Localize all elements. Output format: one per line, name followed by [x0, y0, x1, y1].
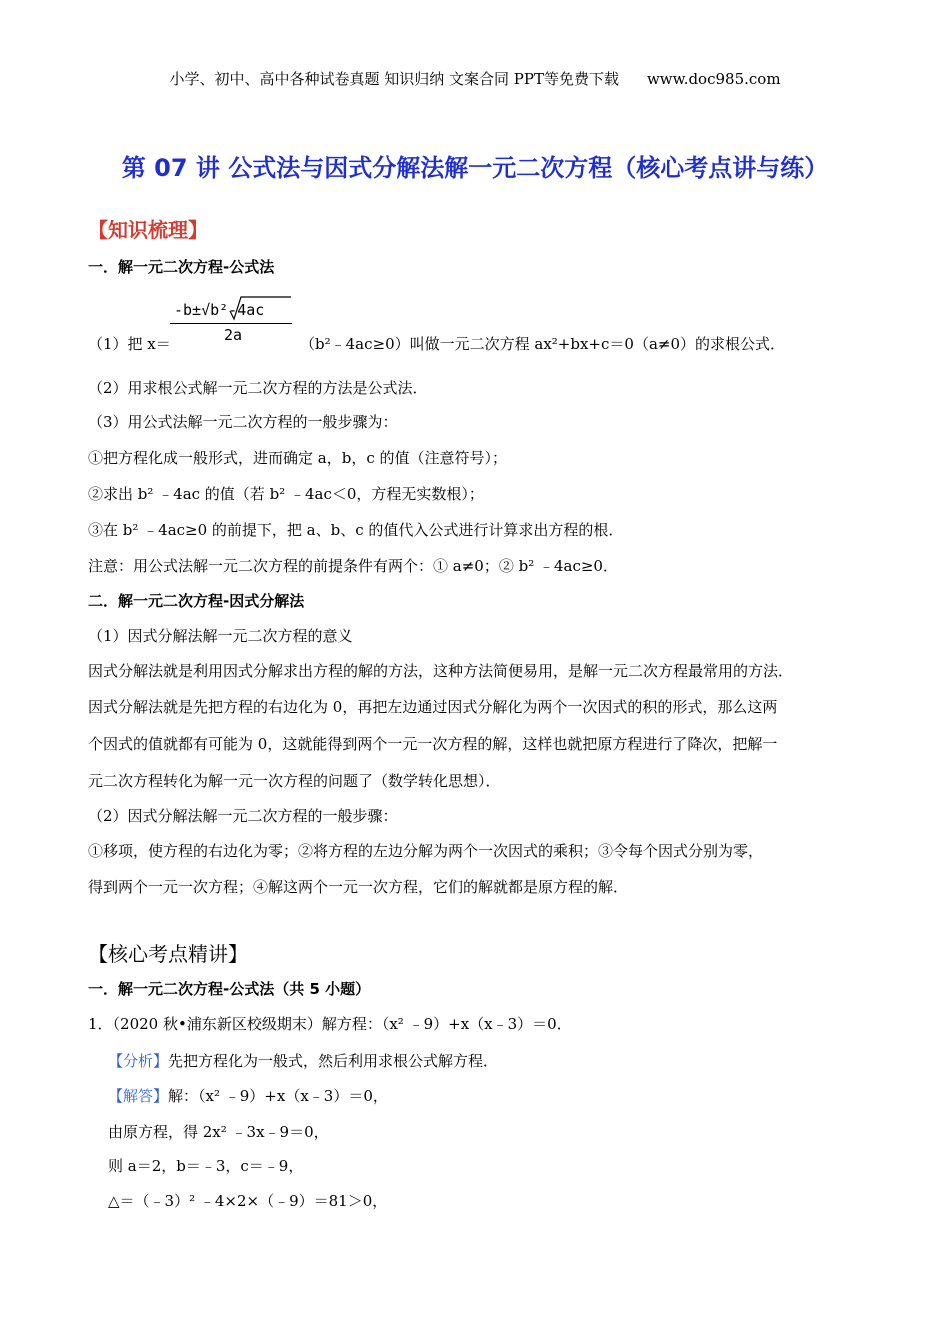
p1-prefix: （1）把 x＝	[88, 335, 171, 353]
knowledge-heading: 【知识梳理】	[88, 218, 208, 242]
analysis-tag: 【分析】	[108, 1052, 169, 1070]
header-site[interactable]: www.doc985.com	[646, 70, 781, 88]
fraction-bar	[170, 323, 292, 324]
answer-text: 解：（x² ﹣9）+x（x﹣3）＝0，	[168, 1087, 388, 1105]
answer-line-2: 由原方程，得 2x² ﹣3x﹣9＝0，	[108, 1123, 329, 1141]
formula-numerator: -b±√b²-4ac	[174, 301, 265, 319]
document-title: 第 07 讲 公式法与因式分解法解一元二次方程（核心考点讲与练）	[121, 154, 829, 182]
f2: 因式分解法就是利用因式分解求出方程的解的方法，这种方法简便易用，是解一元二次方程最常用的方法．	[88, 662, 794, 680]
f5: 元二次方程转化为解一元一次方程的问题了（数学转化思想）．	[88, 772, 501, 790]
page-header	[0, 68, 950, 89]
section2-title: 二．解一元二次方程-因式分解法	[88, 592, 305, 610]
formula-denominator: 2a	[224, 326, 243, 344]
answer-line-3: 则 a＝2，b＝﹣3，c＝﹣9，	[108, 1157, 304, 1175]
answer-line-4: △＝（﹣3）² ﹣4×2×（﹣9）＝81＞0，	[108, 1192, 388, 1210]
answer-tag: 【解答】	[108, 1087, 169, 1105]
f4: 个因式的值就都有可能为 0，这就能得到两个一元一次方程的解，这样也就把原方程进行了降次，把解一	[88, 735, 778, 753]
core-section1-title: 一．解一元二次方程-公式法（共 5 小题）	[88, 980, 371, 998]
core-heading: 【核心考点精讲】	[88, 942, 248, 966]
analysis-text: 先把方程化为一般式，然后利用求根公式解方程．	[168, 1052, 499, 1070]
step1: ①把方程化成一般形式，进而确定 a，b，c 的值（注意符号）；	[88, 449, 507, 467]
f8: 得到两个一元一次方程；④解这两个一元一次方程，它们的解就都是原方程的解．	[88, 878, 629, 896]
note: 注意：用公式法解一元二次方程的前提条件有两个：① a≠0；② b² ﹣4ac≥0．	[88, 557, 618, 575]
analysis-line	[108, 1050, 498, 1071]
f1: （1）因式分解法解一元二次方程的意义	[88, 627, 353, 645]
question-1: 1．（2020 秋•浦东新区校级期末）解方程：（x² ﹣9）+x（x﹣3）＝0．	[88, 1015, 572, 1033]
step3: ③在 b² ﹣4ac≥0 的前提下，把 a、b、c 的值代入公式进行计算求出方程的根．	[88, 521, 624, 539]
p1-suffix: （b²﹣4ac≥0）叫做一元二次方程 ax²+bx+c＝0（a≠0）的求根公式．	[300, 335, 785, 353]
section1-title: 一．解一元二次方程-公式法	[88, 258, 275, 276]
f6: （2）因式分解法解一元二次方程的一般步骤：	[88, 807, 398, 825]
header-text: 小学、初中、高中各种试卷真题 知识归纳 文案合同 PPT等免费下载	[169, 70, 619, 88]
quadratic-formula	[170, 293, 292, 347]
answer-line	[108, 1085, 388, 1106]
f3: 因式分解法就是先把方程的右边化为 0，再把左边通过因式分解化为两个一次因式的积的形式，那么这两	[88, 698, 778, 716]
p3: （3）用公式法解一元二次方程的一般步骤为：	[88, 413, 398, 431]
step2: ②求出 b² ﹣4ac 的值（若 b² ﹣4ac＜0，方程无实数根）；	[88, 485, 484, 503]
p2: （2）用求根公式解一元二次方程的方法是公式法．	[88, 379, 428, 397]
f7: ①移项，使方程的右边化为零；②将方程的左边分解为两个一次因式的乘积；③令每个因式分别为零，	[88, 842, 764, 860]
